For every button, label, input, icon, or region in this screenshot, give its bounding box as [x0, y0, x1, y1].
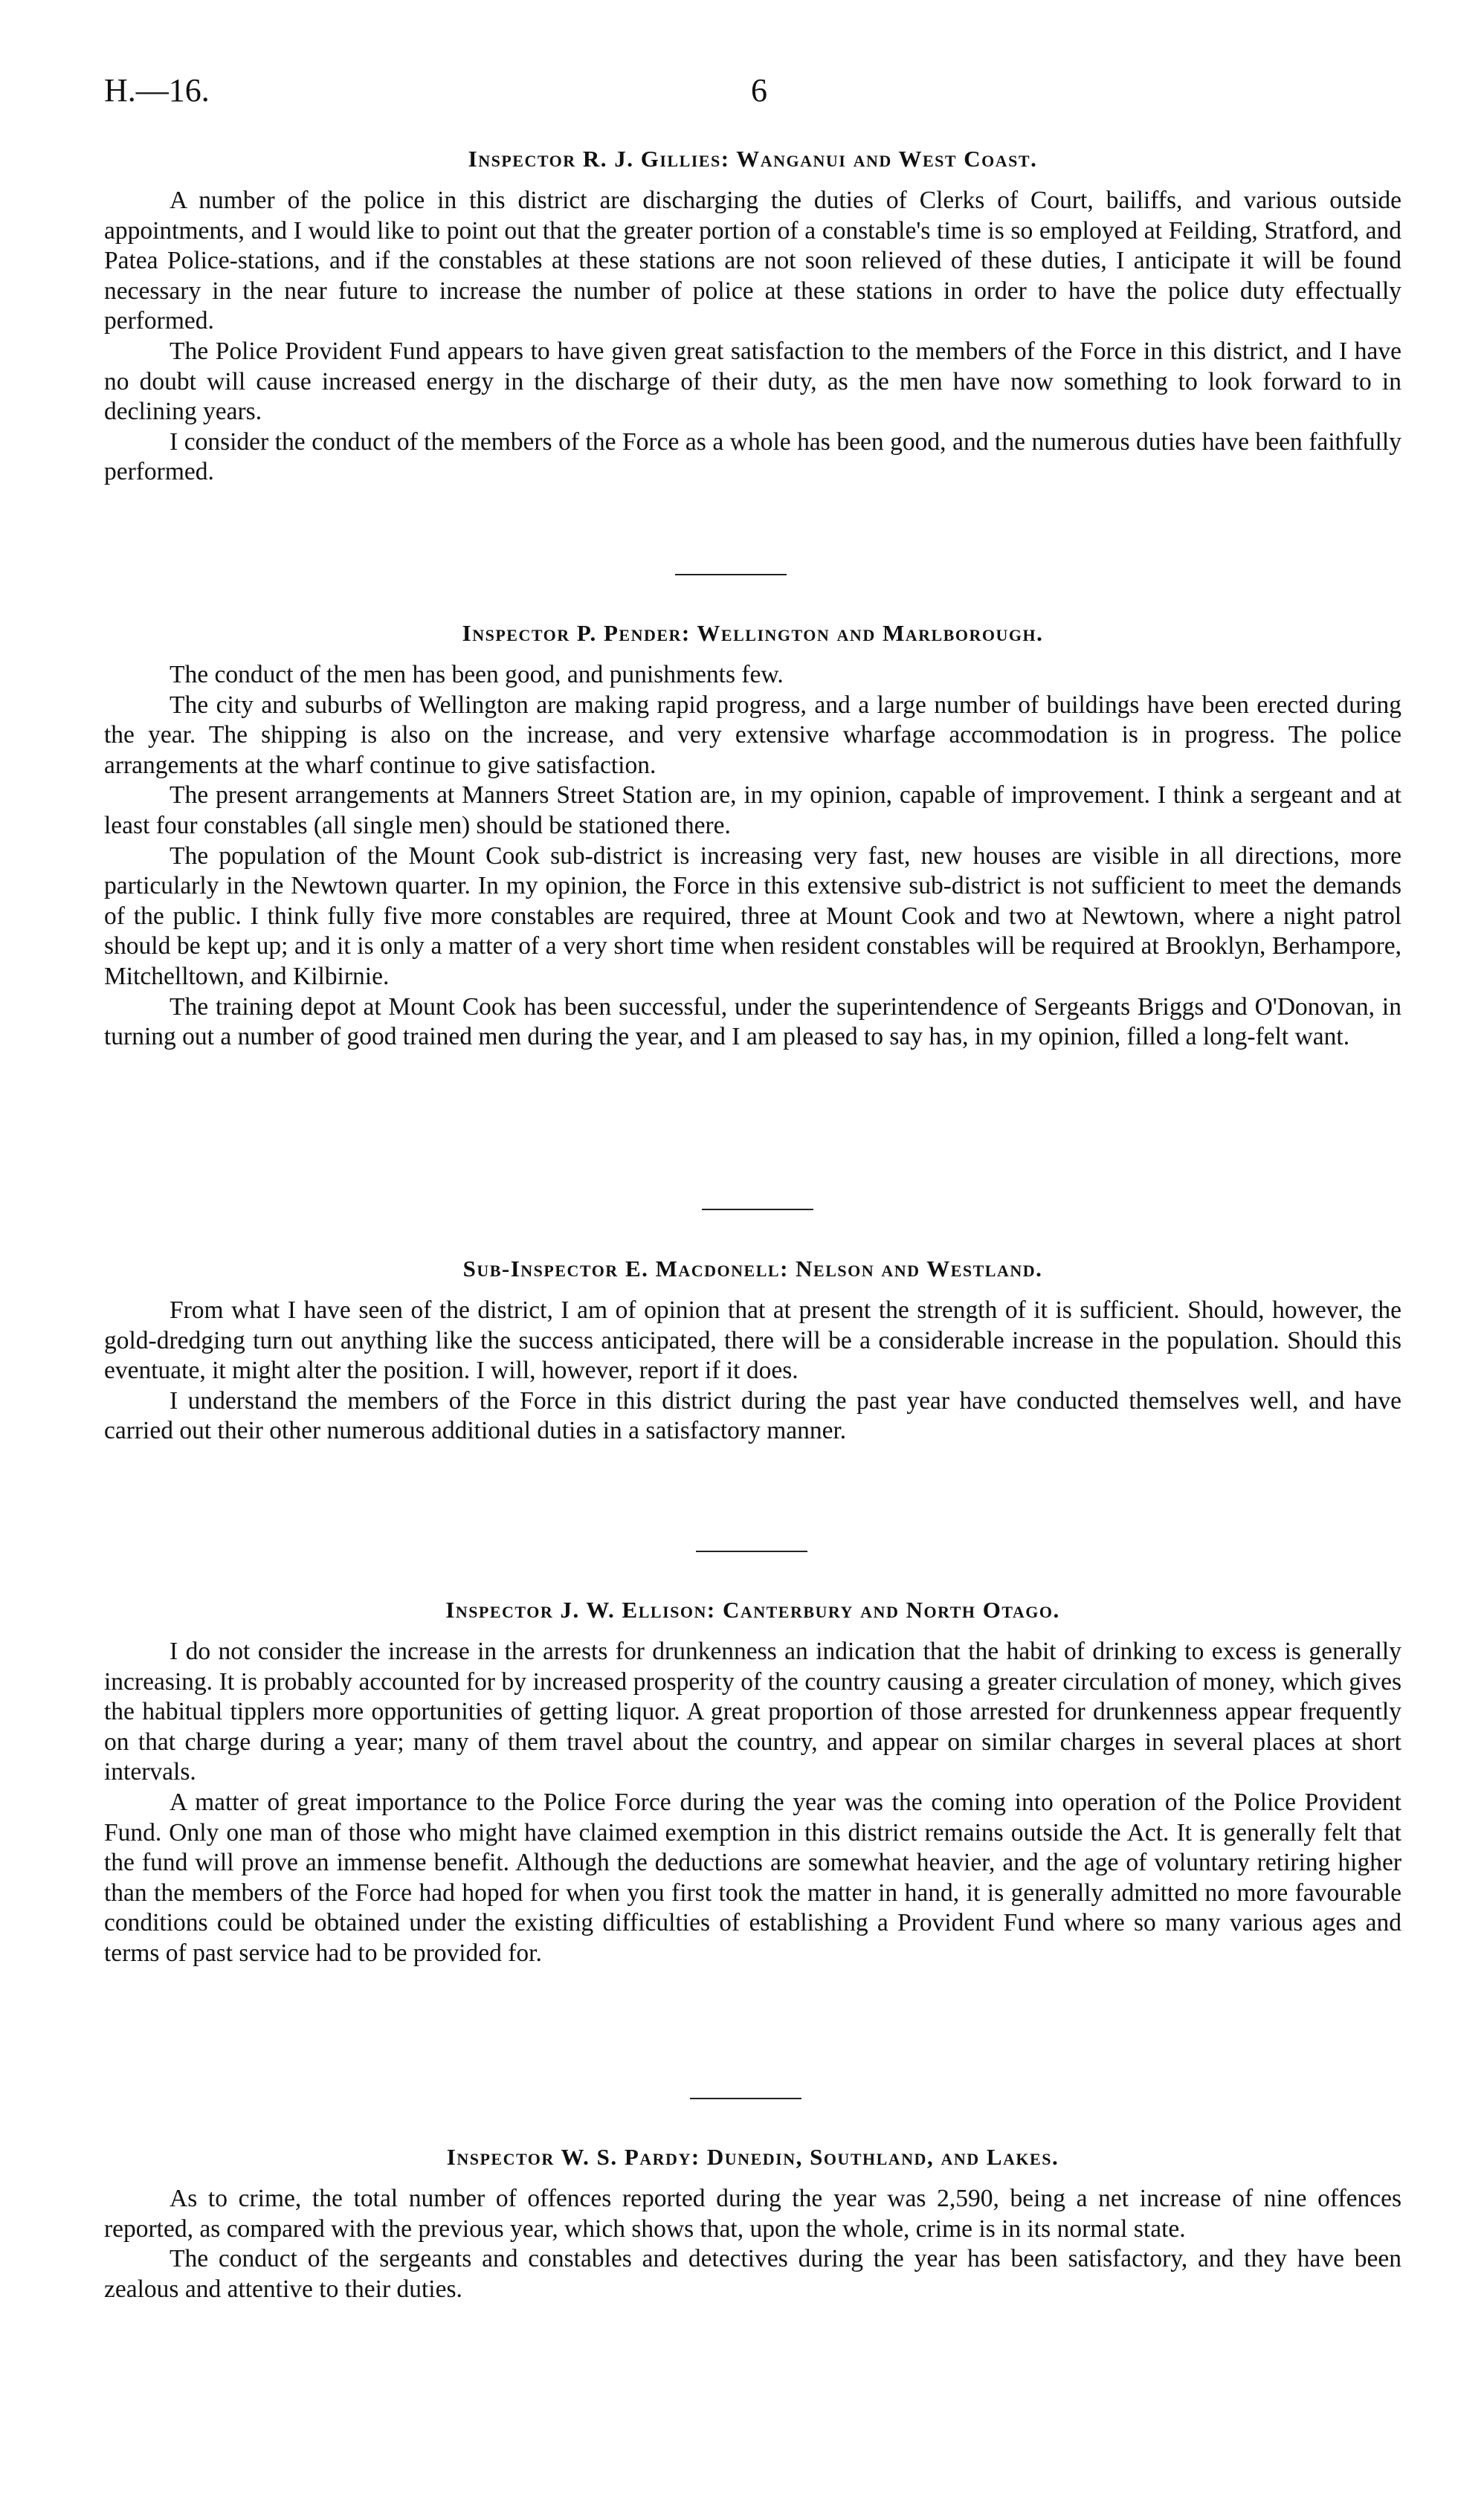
report-section-ellison [104, 1594, 1401, 1969]
paragraph: The training depot at Mount Cook has been successful, under the superintendence of Sergeants Briggs and O'Donovan, in turning out a number of good trained men during the year, and I am pleased to say has, in my opinion, filled a long-felt want. [104, 992, 1401, 1051]
paragraph: The present arrangements at Manners Street Station are, in my opinion, capable of improvement. I think a sergeant and at least four constables (all single men) should be stationed there. [104, 781, 1401, 839]
report-section-pender [104, 617, 1401, 1053]
paragraph: A number of the police in this district are discharging the duties of Clerks of Court, bailiffs, and various outside appointments, and I would like to point out that the greater portion of a constable's time is so employed at Feilding, Stratford, and Patea Police-stations, and if the constables at these stations are not soon relieved of these duties, I anticipate it will be found necessary in the near future to increase the number of police at these stations in order to have the police duty effectually performed. [104, 187, 1401, 335]
section-heading: Inspector J. W. Ellison: Canterbury and North Otago. [445, 1597, 1060, 1623]
paragraph: The conduct of the men has been good, and punishments few. [170, 661, 784, 688]
section-heading: Inspector W. S. Pardy: Dunedin, Southland, and Lakes. [446, 2144, 1059, 2170]
running-head [0, 71, 1484, 116]
paragraph: I do not consider the increase in the arrests for drunkenness an indication that the habit of drinking to excess is generally increasing. It is probably accounted for by increased prosperity of the country causing a greater circulation of money, which gives the habitual tipplers more opportunities of getting liquor. A great proportion of those arrested for drunkenness appear frequently on that charge during a year; many of them travel about the country, and appear on similar charges in several places at short intervals. [104, 1638, 1401, 1786]
paragraph: The conduct of the sergeants and constables and detectives during the year has been satisfactory, and they have been zealous and attentive to their duties. [104, 2245, 1401, 2303]
paragraph: From what I have seen of the district, I am of opinion that at present the strength of it is sufficient. Should, however, the gold-dredging turn out anything like the success anticipated, there will be a considerable increase in the population. Should this eventuate, it might alter the position. I will, however, report if it does. [104, 1296, 1401, 1385]
section-heading: Sub-Inspector E. Macdonell: Nelson and Westland. [462, 1256, 1043, 1282]
report-section-macdonell [104, 1253, 1401, 1447]
paragraph: I understand the members of the Force in this district during the past year have conducted themselves well, and have carried out their other numerous additional duties in a satisfactory manner. [104, 1386, 1401, 1445]
paragraph: The population of the Mount Cook sub-district is increasing very fast, new houses are visible in all directions, more particularly in the Newtown quarter. In my opinion, the Force in this extensive sub-district is not sufficient to meet the demands of the public. I think fully five more constables are required, three at Mount Cook and two at Newtown, where a night patrol should be kept up; and it is only a matter of a very short time when resident constables will be required at Brooklyn, Berhampore, Mitchelltown, and Kilbirnie. [104, 841, 1401, 990]
section-divider [675, 574, 787, 575]
paragraph: As to crime, the total number of offences reported during the year was 2,590, being a net increase of nine offences reported, as compared with the previous year, which shows that, upon the whole, crime is in its normal state. [104, 2185, 1401, 2243]
report-section-pardy [104, 2141, 1401, 2304]
paragraph: A matter of great importance to the Police Force during the year was the coming into operation of the Police Provident Fund. Only one man of those who might have claimed exemption in this district remains outside the Act. It is generally felt that the fund will prove an immense benefit. Although the deductions are somewhat heavier, and the age of voluntary retiring higher than the members of the Force had hoped for when you first took the matter in hand, it is generally admitted no more favourable conditions could be obtained under the existing difficulties of establishing a Provident Fund where so many various ages and terms of past service had to be provided for. [104, 1788, 1401, 1967]
page-number: 6 [751, 72, 767, 109]
paragraph: The city and suburbs of Wellington are making rapid progress, and a large number of buildings have been erected during the year. The shipping is also on the increase, and very extensive wharfage accommodation is in progress. The police arrangements at the wharf continue to give satisfaction. [104, 691, 1401, 779]
section-heading: Inspector R. J. Gillies: Wanganui and West Coast. [468, 146, 1038, 172]
section-heading: Inspector P. Pender: Wellington and Marlborough. [462, 620, 1044, 646]
section-divider [690, 2098, 801, 2099]
page-reference: H.—16. [104, 72, 210, 109]
report-section-gillies [104, 143, 1401, 488]
paragraph: I consider the conduct of the members of the Force as a whole has been good, and the numerous duties have been faithfully performed. [104, 427, 1401, 486]
paragraph: The Police Provident Fund appears to have given great satisfaction to the members of the Force in this district, and I have no doubt will cause increased energy in the discharge of their duty, as the men have now something to look forward to in declining years. [104, 337, 1401, 426]
section-divider [702, 1209, 813, 1210]
section-divider [696, 1551, 807, 1552]
